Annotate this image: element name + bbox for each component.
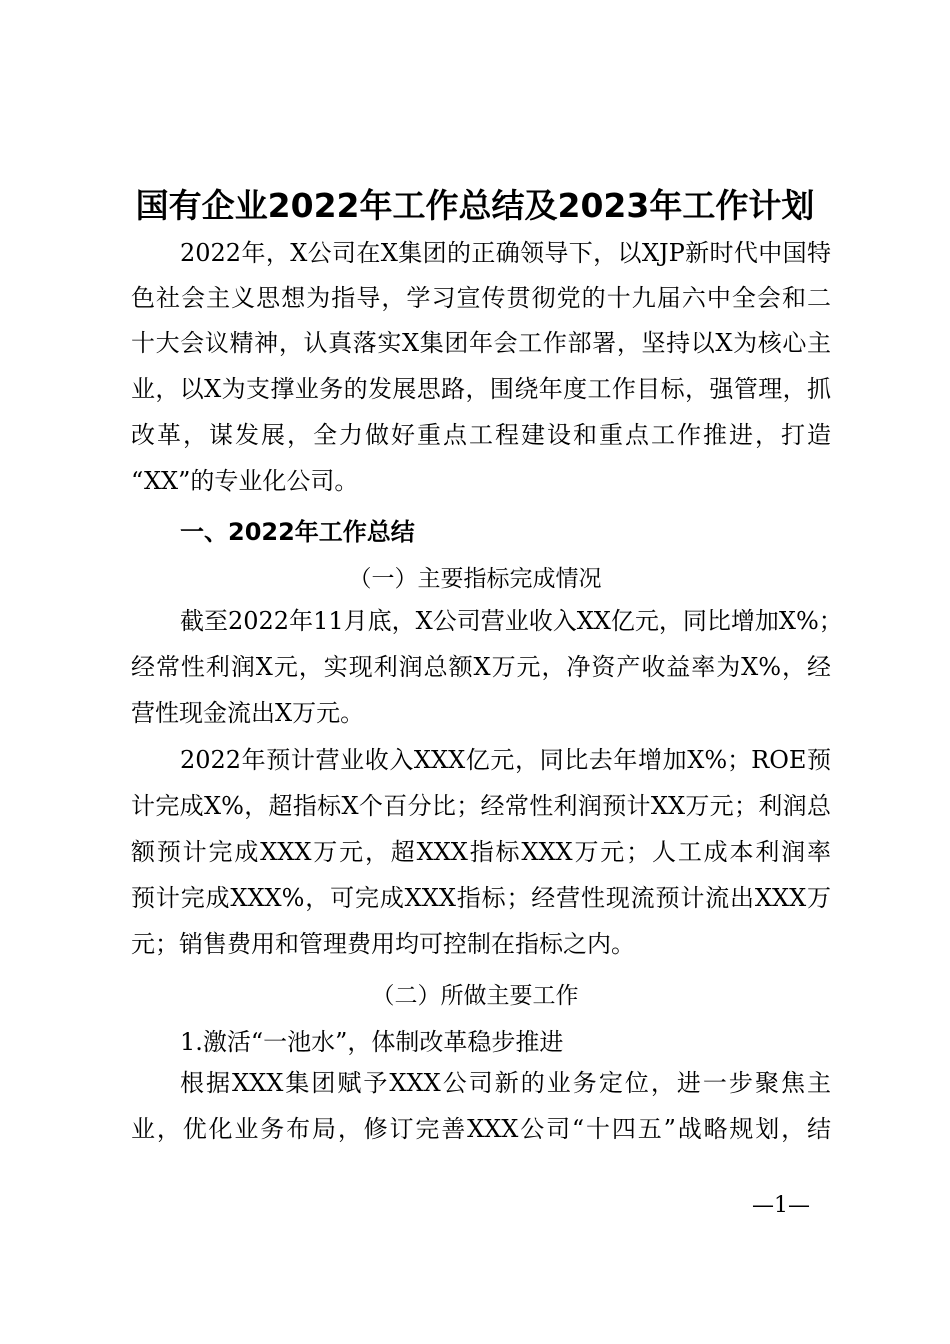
- paragraph-line: 计完成X%，超指标X个百分比；经常性利润预计XX万元；利润总: [131, 792, 831, 820]
- paragraph-line: 2022年，X公司在X集团的正确领导下，以XJP新时代中国特: [180, 239, 831, 267]
- paragraph-line: 截至2022年11月底，X公司营业收入XX亿元，同比增加X%；: [180, 607, 843, 635]
- item-heading: 1.激活“一池水”，体制改革稳步推进: [180, 1028, 564, 1056]
- section-heading: 一、2022年工作总结: [180, 518, 415, 546]
- document-title: 国有企业2022年工作总结及2023年工作计划: [135, 186, 815, 225]
- subsection-heading: （二）所做主要工作: [371, 983, 579, 1009]
- paragraph-line: 2022年预计营业收入XXX亿元，同比去年增加X%；ROE预: [180, 746, 831, 774]
- paragraph-line: 预计完成XXX%，可完成XXX指标；经营性现流预计流出XXX万: [131, 884, 831, 912]
- paragraph-line: “XX”的专业化公司。: [131, 467, 359, 495]
- paragraph-line: 根据XXX集团赋予XXX公司新的业务定位，进一步聚焦主: [180, 1069, 831, 1097]
- subsection-heading: （一）主要指标完成情况: [348, 566, 602, 592]
- paragraph-line: 改革，谋发展，全力做好重点工程建设和重点工作推进，打造: [131, 421, 831, 449]
- paragraph-line: 色社会主义思想为指导，学习宣传贯彻党的十九届六中全会和二: [131, 284, 831, 312]
- paragraph-line: 营性现金流出X万元。: [131, 699, 365, 727]
- paragraph-line: 十大会议精神，认真落实X集团年会工作部署，坚持以X为核心主: [131, 329, 831, 357]
- paragraph-line: 业，优化业务布局，修订完善XXX公司“十四五”战略规划，结: [131, 1115, 831, 1143]
- paragraph-line: 经常性利润X元，实现利润总额X万元，净资产收益率为X%，经: [131, 653, 831, 681]
- paragraph-line: 额预计完成XXX万元，超XXX指标XXX万元；人工成本利润率: [131, 838, 831, 866]
- paragraph-line: 元；销售费用和管理费用均可控制在指标之内。: [131, 930, 635, 958]
- paragraph-line: 业，以X为支撑业务的发展思路，围绕年度工作目标，强管理，抓: [131, 375, 831, 403]
- page-number: —1—: [752, 1193, 810, 1218]
